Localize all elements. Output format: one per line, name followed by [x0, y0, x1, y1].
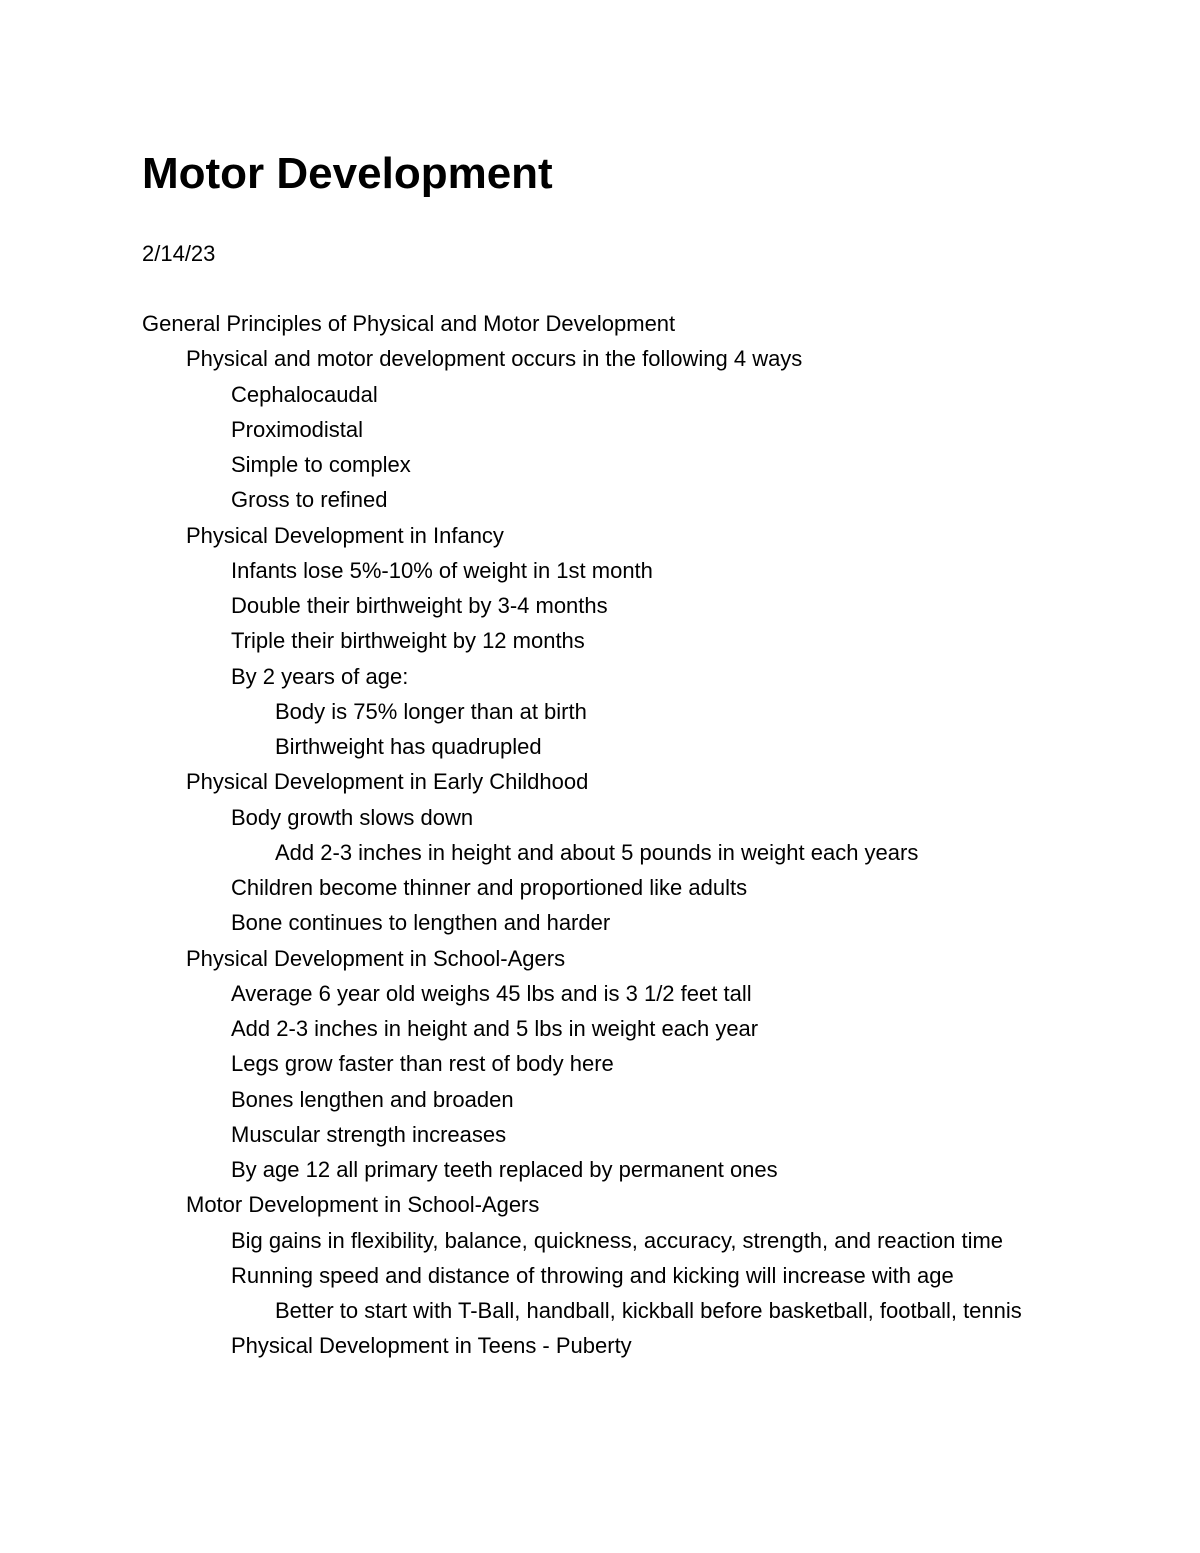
outline-item-level-2: Cephalocaudal — [231, 381, 378, 407]
outline-item-level-3: Better to start with T-Ball, handball, kickball before basketball, football, tennis — [275, 1298, 1022, 1323]
outline-item-level-2: By age 12 all primary teeth replaced by permanent ones — [231, 1157, 778, 1182]
outline-item-level-2: Add 2-3 inches in height and 5 lbs in weight each year — [231, 1016, 759, 1041]
outline-item-level-2: Legs grow faster than rest of body here — [231, 1051, 614, 1077]
outline-item-level-1: Physical and motor development occurs in the following 4 ways — [186, 346, 803, 372]
outline-list — [142, 306, 1082, 1364]
outline-item-level-2: Physical Development in Teens - Puberty — [231, 1333, 632, 1359]
outline-item-level-2: Body growth slows down — [231, 804, 474, 830]
outline-item-level-2: Running speed and distance of throwing and kicking will increase with age — [231, 1262, 954, 1288]
outline-item-level-2: Simple to complex — [231, 452, 411, 477]
outline-item-level-2: Big gains in flexibility, balance, quickness, accuracy, strength, and reaction time — [231, 1227, 1004, 1253]
outline-item-level-1: Motor Development in School-Agers — [186, 1192, 540, 1218]
outline-item-level-1: Physical Development in Infancy — [186, 522, 504, 548]
outline-item-level-3: Body is 75% longer than at birth — [275, 698, 587, 724]
outline-item-level-2: Triple their birthweight by 12 months — [231, 628, 585, 654]
outline-item-level-2: Children become thinner and proportioned like adults — [231, 875, 748, 900]
outline-item-level-1: Physical Development in School-Agers — [186, 945, 566, 971]
outline-item-level-3: Add 2-3 inches in height and about 5 pounds in weight each years — [275, 839, 919, 865]
outline-item-level-2: Gross to refined — [231, 487, 388, 513]
outline-item-level-3: Birthweight has quadrupled — [275, 734, 542, 759]
outline-item-level-0: General Principles of Physical and Motor Development — [142, 311, 676, 336]
outline-item-level-2: Proximodistal — [231, 416, 364, 442]
outline-item-level-2: Infants lose 5%-10% of weight in 1st month — [231, 557, 653, 583]
outline-item-level-2: Muscular strength increases — [231, 1121, 507, 1147]
outline-item-level-2: By 2 years of age: — [231, 663, 409, 689]
outline-item-level-2: Bones lengthen and broaden — [231, 1086, 514, 1112]
outline-item-level-2: Average 6 year old weighs 45 lbs and is 3 1/2 feet tall — [231, 980, 752, 1006]
note-date: 2/14/23 — [142, 241, 216, 266]
outline-item-level-2: Bone continues to lengthen and harder — [231, 910, 611, 936]
page-title: Motor Development — [142, 149, 553, 198]
outline-item-level-1: Physical Development in Early Childhood — [186, 769, 589, 795]
outline-item-level-2: Double their birthweight by 3-4 months — [231, 593, 608, 618]
